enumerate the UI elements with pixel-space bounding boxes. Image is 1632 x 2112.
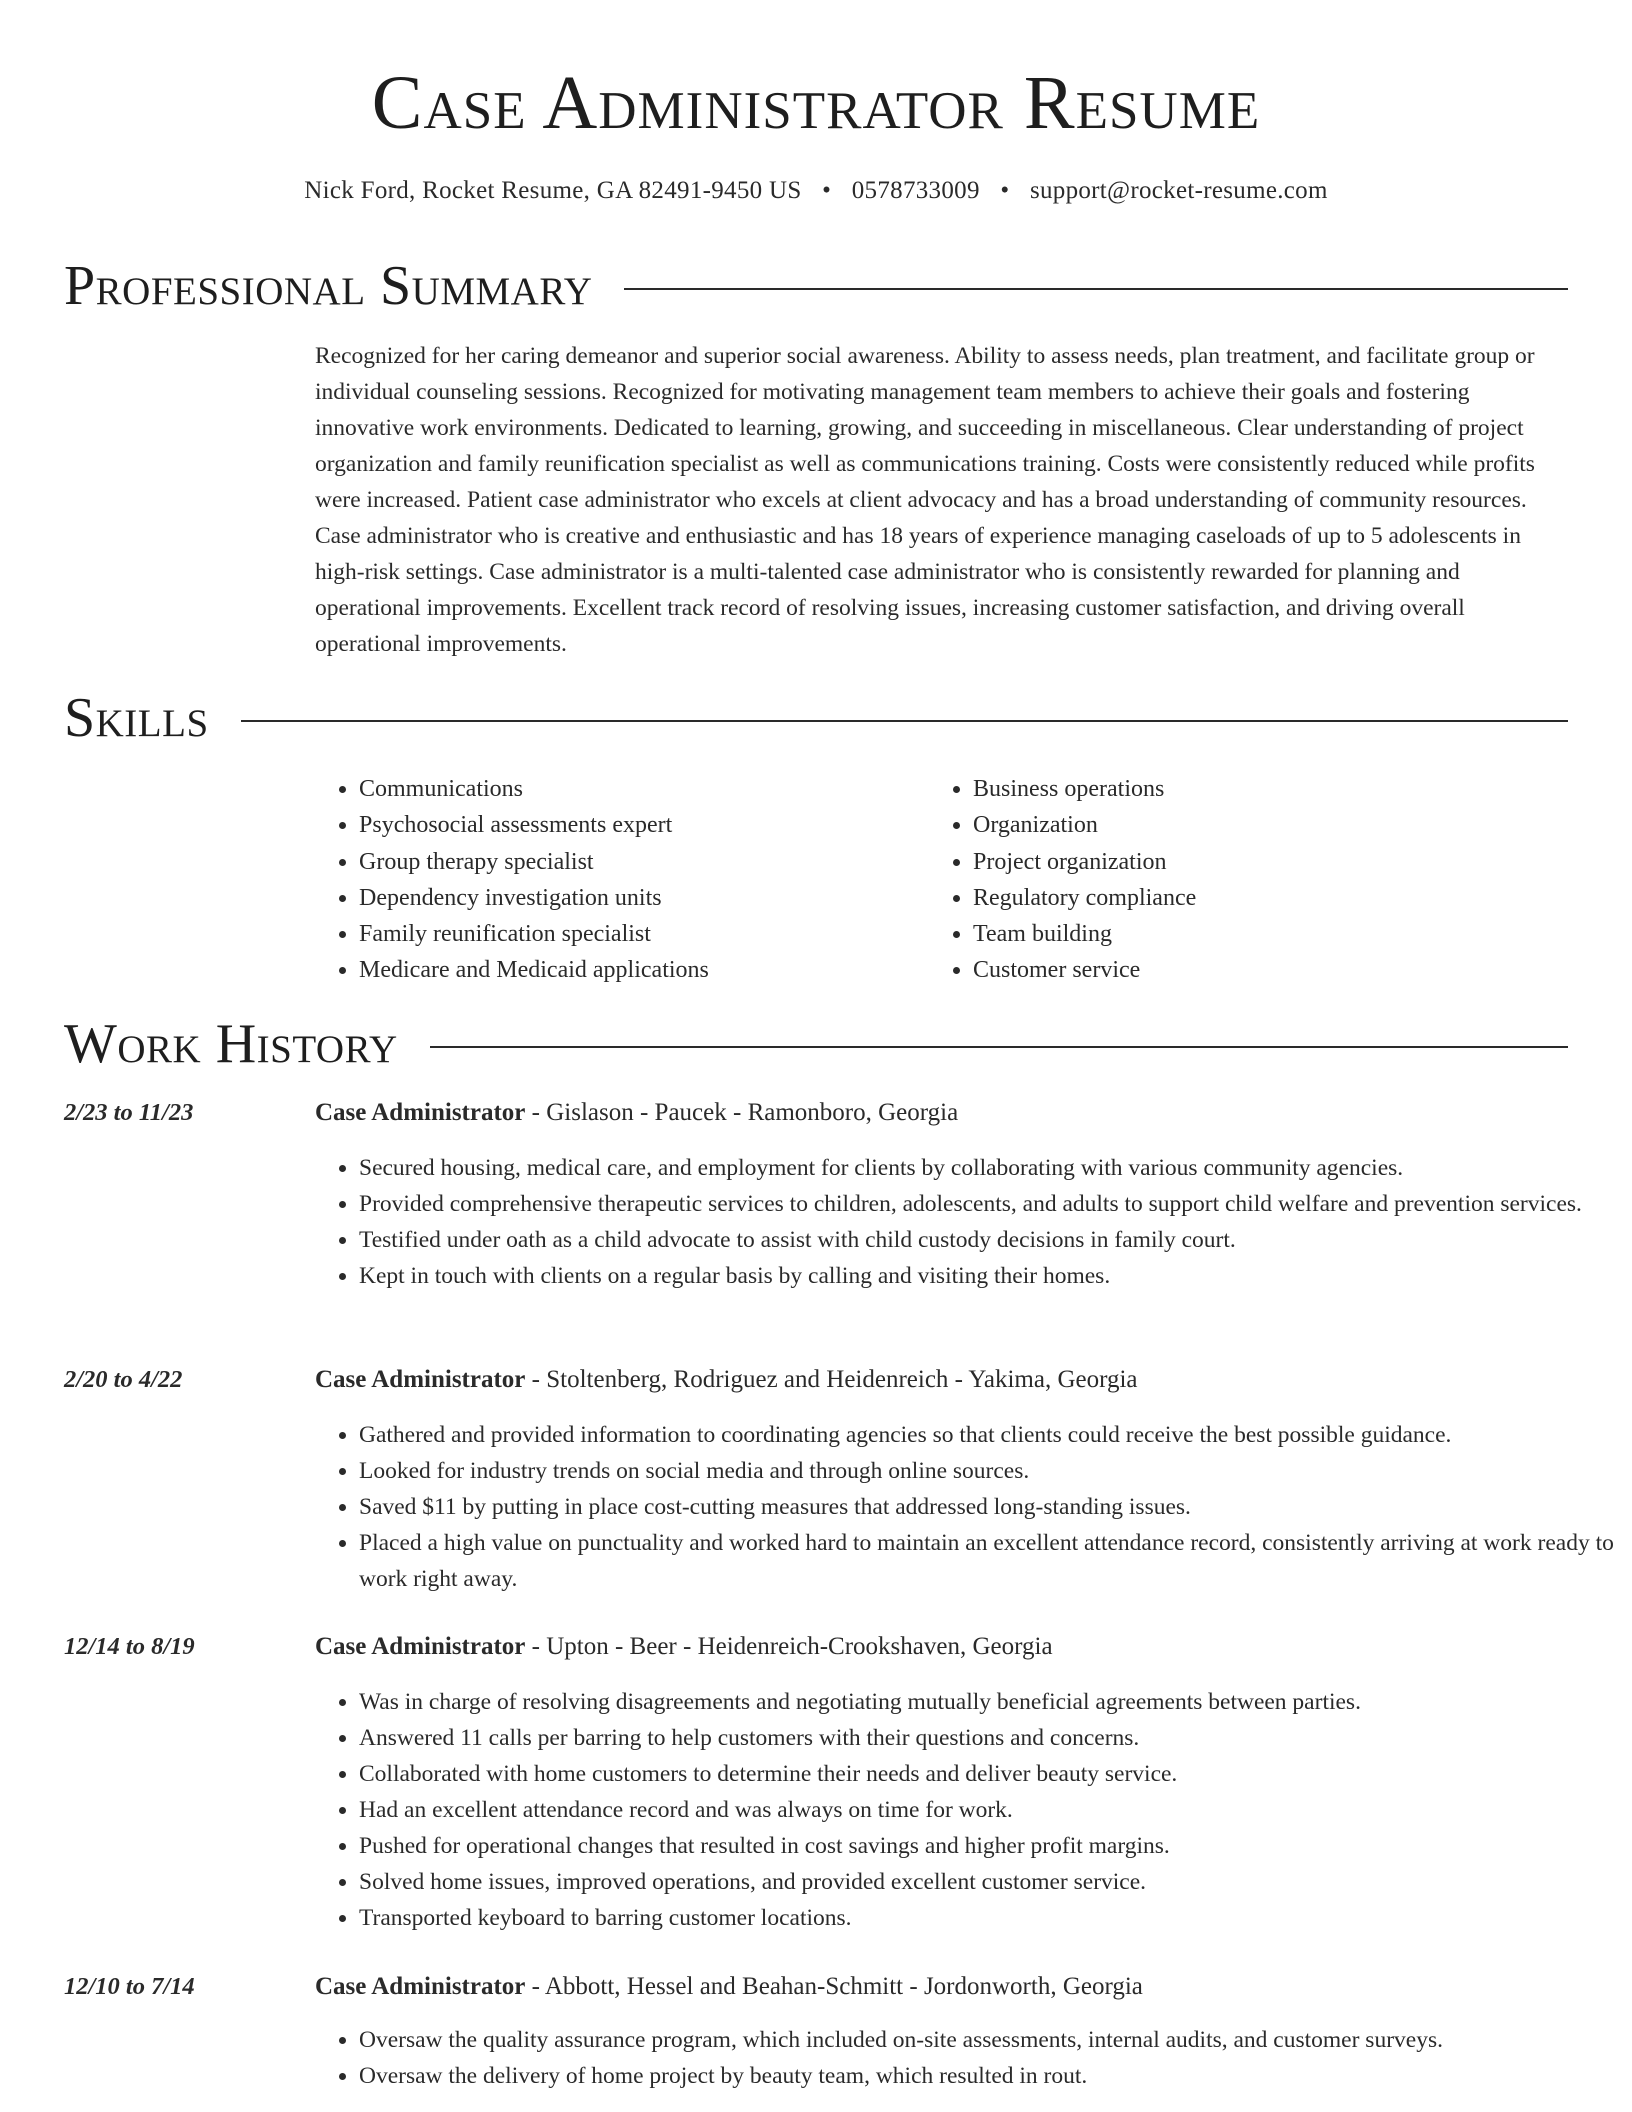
- skill-item: • Communications: [359, 771, 709, 807]
- job-bullet: • Had an excellent attendance record and was always on time for work.: [359, 1792, 1619, 1828]
- skill-item: • Medicare and Medicaid applications: [359, 952, 709, 988]
- contact-phone: 0578733009: [851, 177, 980, 204]
- contact-email: support@rocket-resume.com: [1029, 177, 1328, 204]
- section-divider: [241, 720, 1568, 722]
- job-bullet-list: [315, 1150, 1619, 1294]
- job-bullet: • Kept in touch with clients on a regular basis by calling and visiting their homes.: [359, 1258, 1619, 1294]
- job-bullet-list: [315, 2022, 1619, 2094]
- skill-item: • Dependency investigation units: [359, 880, 709, 916]
- job-title: Case Administrator: [315, 1633, 526, 1660]
- section-divider: [624, 288, 1568, 290]
- job-bullet: • Secured housing, medical care, and employment for clients by collaborating with various community agencies.: [359, 1150, 1619, 1186]
- job-bullet: • Saved $11 by putting in place cost-cutting measures that addressed long-standing issues.: [359, 1489, 1619, 1525]
- job-employer: - Gislason - Paucek - Ramonboro, Georgia: [525, 1099, 959, 1126]
- skill-item: • Customer service: [973, 952, 1196, 988]
- job-employer: - Abbott, Hessel and Beahan-Schmitt - Jordonworth, Georgia: [525, 1973, 1143, 2000]
- job-dates: 2/20 to 4/22: [64, 1366, 183, 1393]
- skill-item: • Organization: [973, 807, 1196, 843]
- skill-item: • Psychosocial assessments expert: [359, 807, 709, 843]
- job-dates: 12/10 to 7/14: [64, 1973, 195, 2000]
- job-employer: - Stoltenberg, Rodriguez and Heidenreich - Yakima, Georgia: [525, 1366, 1138, 1393]
- job-title-line: [315, 1629, 1053, 1665]
- skill-item: • Project organization: [973, 844, 1196, 880]
- skills-list-left: [315, 771, 709, 989]
- job-bullet: • Was in charge of resolving disagreements and negotiating mutually beneficial agreements between parties.: [359, 1684, 1619, 1720]
- job-dates: 2/23 to 11/23: [64, 1099, 194, 1126]
- job-bullet-list: [315, 1417, 1619, 1597]
- skills-list-right: [929, 771, 1196, 989]
- skill-item: • Business operations: [973, 771, 1196, 807]
- section-divider: [430, 1046, 1568, 1048]
- skills-section-header: [64, 686, 1568, 750]
- skill-item: • Regulatory compliance: [973, 880, 1196, 916]
- job-employer: - Upton - Beer - Heidenreich-Crookshaven, Georgia: [525, 1633, 1053, 1660]
- job-bullet: • Collaborated with home customers to determine their needs and deliver beauty service.: [359, 1756, 1619, 1792]
- job-bullet: • Oversaw the delivery of home project by beauty team, which resulted in rout.: [359, 2058, 1619, 2094]
- job-bullet: • Testified under oath as a child advocate to assist with child custody decisions in family court.: [359, 1222, 1619, 1258]
- skill-item: • Group therapy specialist: [359, 844, 709, 880]
- section-heading: Skills: [64, 687, 209, 749]
- job-bullet: • Placed a high value on punctuality and worked hard to maintain an excellent attendance record, consistently arriving at work ready to work right away.: [359, 1525, 1619, 1597]
- work-section-header: [64, 1012, 1568, 1076]
- job-title: Case Administrator: [315, 1973, 526, 2000]
- job-title: Case Administrator: [315, 1099, 526, 1126]
- bullet-separator: •: [1000, 177, 1010, 204]
- job-dates: 12/14 to 8/19: [64, 1633, 195, 1660]
- job-bullet: • Gathered and provided information to coordinating agencies so that clients could receive the best possible guidance.: [359, 1417, 1619, 1453]
- contact-line: [0, 174, 1632, 208]
- job-bullet: • Answered 11 calls per barring to help customers with their questions and concerns.: [359, 1720, 1619, 1756]
- job-title: Case Administrator: [315, 1366, 526, 1393]
- job-bullet: • Pushed for operational changes that resulted in cost savings and higher profit margins.: [359, 1828, 1619, 1864]
- job-bullet: • Provided comprehensive therapeutic services to children, adolescents, and adults to support child welfare and prevention services.: [359, 1186, 1619, 1222]
- job-title-line: [315, 1969, 1143, 2005]
- section-heading: Work History: [64, 1013, 398, 1075]
- job-bullet: • Transported keyboard to barring customer locations.: [359, 1900, 1619, 1936]
- summary-section-header: [64, 254, 1568, 318]
- job-bullet: • Oversaw the quality assurance program, which included on-site assessments, internal audits, and customer surveys.: [359, 2022, 1619, 2058]
- skill-item: • Family reunification specialist: [359, 916, 709, 952]
- job-title-line: [315, 1095, 958, 1131]
- job-bullet: • Looked for industry trends on social media and through online sources.: [359, 1453, 1619, 1489]
- job-bullet: • Solved home issues, improved operations, and provided excellent customer service.: [359, 1864, 1619, 1900]
- job-bullet-list: [315, 1684, 1619, 1936]
- resume-title: Case Administrator Resume: [371, 61, 1261, 145]
- summary-text: Recognized for her caring demeanor and superior social awareness. Ability to assess needs, plan treatment, and facilitate group or individual counseling sessions. Recognized for motivating management team members to achieve their goals and fostering innovative work environments. Dedicated to learning, growing, and succeeding in miscellaneous. Clear understanding of project organization and family reunification specialist as well as communications training. Costs were consistently reduced while profits were increased. Patient case administrator who excels at client advocacy and has a broad understanding of community resources. Case administrator who is creative and enthusiastic and has 18 years of experience managing caseloads of up to 5 adolescents in high-risk settings. Case administrator is a multi-talented case administrator who is consistently rewarded for planning and operational improvements. Excellent track record of resolving issues, increasing customer satisfaction, and driving overall operational improvements.: [315, 343, 1535, 657]
- skill-item: • Team building: [973, 916, 1196, 952]
- contact-address: Nick Ford, Rocket Resume, GA 82491-9450 US: [304, 177, 802, 204]
- job-title-line: [315, 1362, 1138, 1398]
- bullet-separator: •: [822, 177, 832, 204]
- section-heading: Professional Summary: [64, 255, 593, 317]
